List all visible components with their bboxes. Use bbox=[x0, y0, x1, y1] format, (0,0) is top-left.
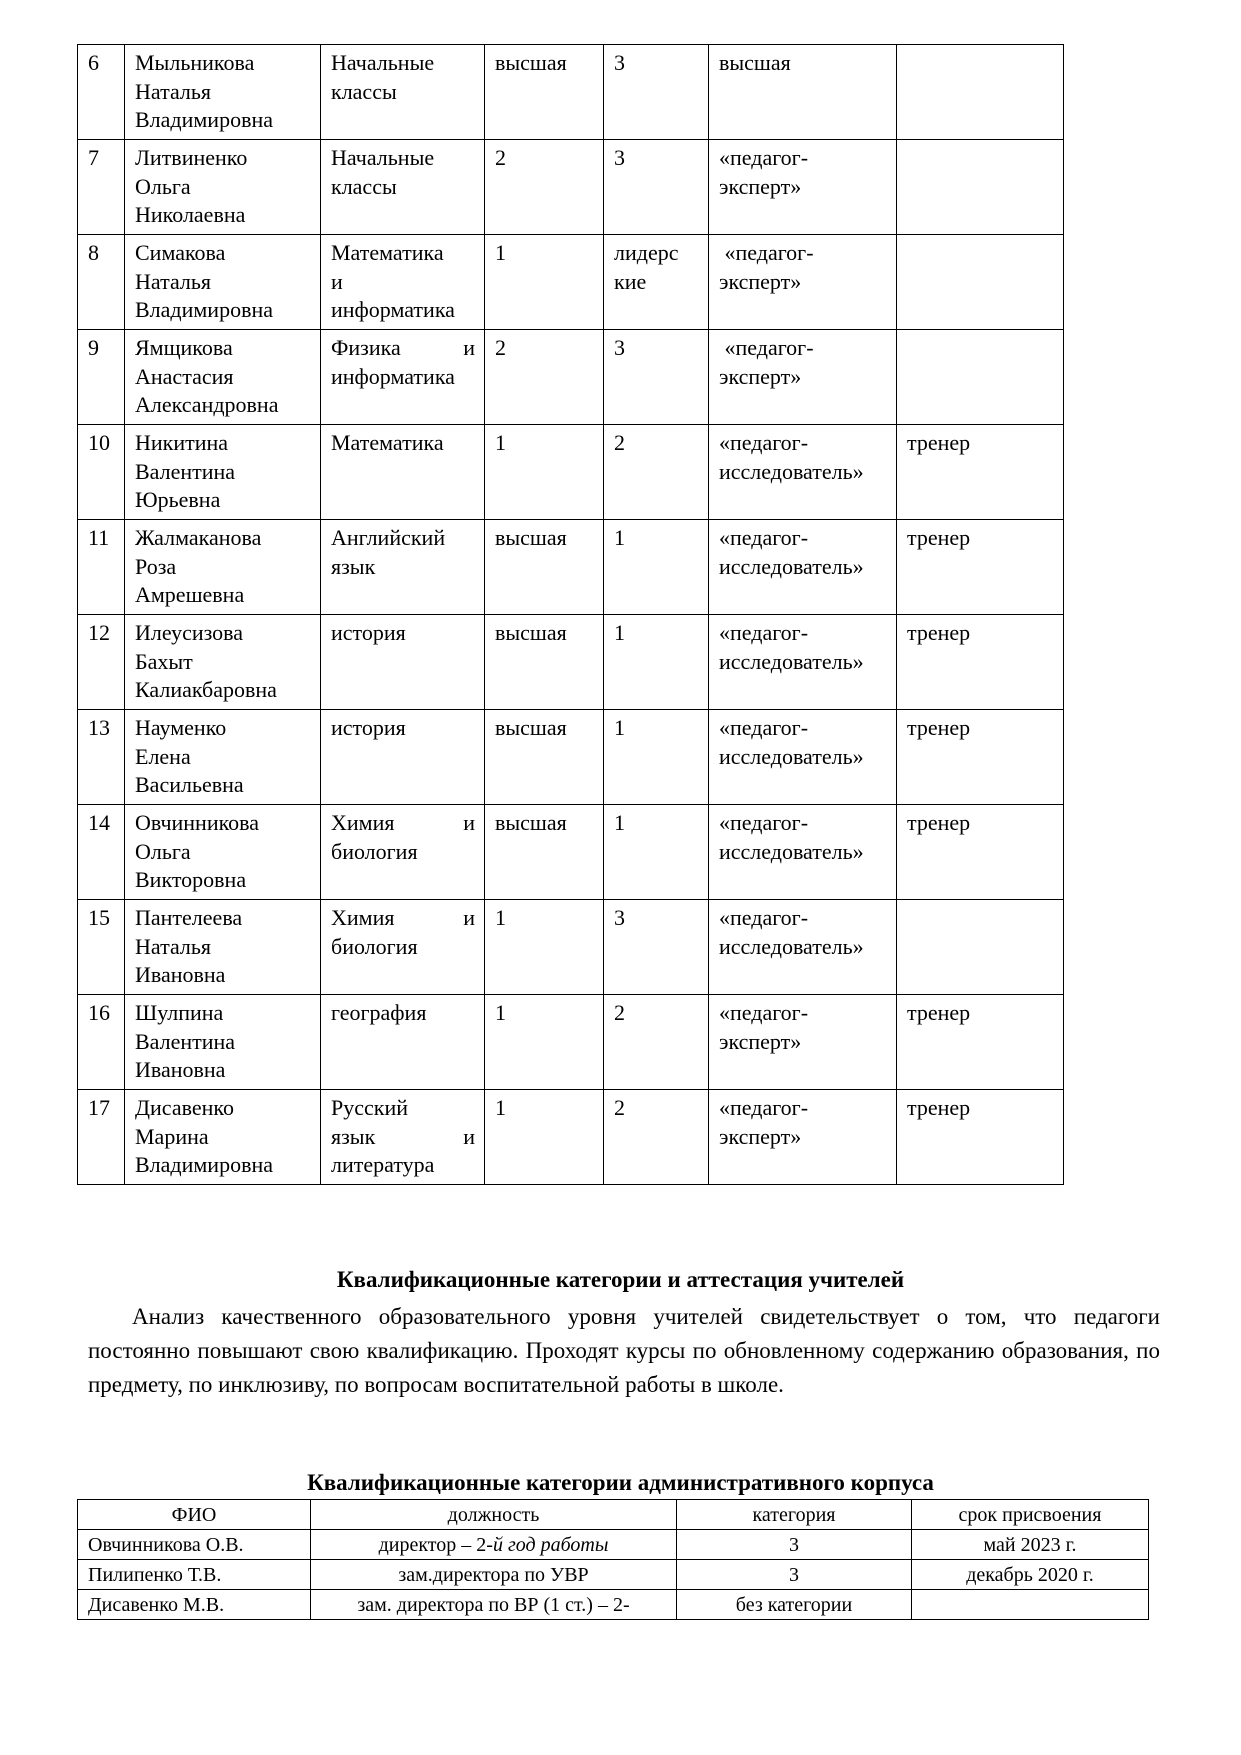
teacher-category: 1 bbox=[485, 1090, 604, 1185]
teacher-level bbox=[604, 235, 709, 330]
admin-position bbox=[311, 1560, 677, 1590]
teacher-status-line: эксперт» bbox=[719, 1028, 802, 1054]
teacher-name-line: Ольга bbox=[135, 838, 191, 864]
teacher-subject bbox=[321, 805, 485, 900]
teacher-status-line: «педагог- bbox=[719, 810, 809, 835]
teacher-status bbox=[709, 615, 897, 710]
teacher-status bbox=[709, 235, 897, 330]
teacher-level-line: 3 bbox=[614, 50, 625, 75]
teacher-status-line: эксперт» bbox=[719, 363, 802, 389]
teacher-category: 2 bbox=[485, 140, 604, 235]
teacher-category: высшая bbox=[485, 615, 604, 710]
teacher-name-line: Анастасия bbox=[135, 363, 234, 389]
teacher-level bbox=[604, 805, 709, 900]
teacher-category: высшая bbox=[485, 805, 604, 900]
teacher-level-line: 2 bbox=[614, 1000, 625, 1025]
teacher-trainer: тренер bbox=[897, 805, 1064, 900]
teacher-name-line: Ольга bbox=[135, 173, 191, 199]
teacher-row bbox=[78, 710, 1064, 805]
teacher-status bbox=[709, 1090, 897, 1185]
teacher-name-line: Амрешевна bbox=[135, 582, 245, 607]
teacher-subject bbox=[321, 615, 485, 710]
admin-position-text: зам. директора по ВР (1 ст.) – 2- bbox=[357, 1593, 630, 1616]
teacher-row bbox=[78, 425, 1064, 520]
teacher-status-line: исследователь» bbox=[719, 933, 864, 959]
teacher-status-line: «педагог- bbox=[719, 525, 809, 550]
teacher-name bbox=[125, 615, 321, 710]
teacher-name bbox=[125, 140, 321, 235]
teacher-subject bbox=[321, 900, 485, 995]
teacher-number: 11 bbox=[78, 520, 125, 615]
teacher-status bbox=[709, 710, 897, 805]
teacher-name-line: Шулпина bbox=[135, 1000, 224, 1025]
teacher-number: 8 bbox=[78, 235, 125, 330]
teacher-name bbox=[125, 1090, 321, 1185]
teacher-category: 1 bbox=[485, 900, 604, 995]
teacher-name bbox=[125, 235, 321, 330]
teacher-name-line: Ивановна bbox=[135, 1057, 226, 1082]
teacher-name-line: Овчинникова bbox=[135, 810, 260, 835]
teacher-row bbox=[78, 995, 1064, 1090]
teacher-name-line: Пантелеева bbox=[135, 905, 243, 930]
teacher-number: 15 bbox=[78, 900, 125, 995]
teacher-name-line: Марина bbox=[135, 1123, 209, 1149]
teacher-name-line: Викторовна bbox=[135, 867, 247, 892]
admin-date: май 2023 г. bbox=[912, 1530, 1149, 1560]
teacher-number: 7 bbox=[78, 140, 125, 235]
admin-table-row bbox=[78, 1590, 1149, 1620]
teacher-category: 2 bbox=[485, 330, 604, 425]
teacher-name-line: Валентина bbox=[135, 458, 236, 484]
teacher-status-line: эксперт» bbox=[719, 1123, 802, 1149]
teacher-level bbox=[604, 520, 709, 615]
teacher-name-line: Владимировна bbox=[135, 107, 274, 132]
teacher-level bbox=[604, 995, 709, 1090]
teacher-level-line: лидерс bbox=[614, 240, 679, 265]
admin-date bbox=[912, 1590, 1149, 1620]
teacher-status bbox=[709, 805, 897, 900]
teacher-trainer: тренер bbox=[897, 615, 1064, 710]
subject-word: Химия bbox=[331, 905, 395, 930]
teachers-table-body bbox=[78, 45, 1064, 1185]
teacher-name bbox=[125, 45, 321, 140]
admin-position-text: директор – 2 bbox=[378, 1533, 487, 1556]
teacher-subject-line bbox=[331, 809, 475, 838]
teacher-name-line: Ямщикова bbox=[135, 335, 233, 360]
teacher-level-line: 3 bbox=[614, 335, 625, 360]
teacher-category: высшая bbox=[485, 710, 604, 805]
teacher-category: 1 bbox=[485, 425, 604, 520]
teacher-number: 6 bbox=[78, 45, 125, 140]
teacher-name bbox=[125, 995, 321, 1090]
teacher-name bbox=[125, 900, 321, 995]
teacher-status bbox=[709, 995, 897, 1090]
teacher-subject bbox=[321, 995, 485, 1090]
teacher-subject-line: Английский bbox=[331, 525, 446, 550]
teacher-status-line: «педагог- bbox=[719, 335, 814, 360]
teacher-number: 16 bbox=[78, 995, 125, 1090]
teacher-trainer bbox=[897, 140, 1064, 235]
teacher-status-line: исследователь» bbox=[719, 743, 864, 769]
teacher-trainer: тренер bbox=[897, 425, 1064, 520]
teacher-number: 12 bbox=[78, 615, 125, 710]
teacher-row bbox=[78, 1090, 1064, 1185]
admin-col-category: категория bbox=[677, 1500, 912, 1530]
teacher-name-line: Александровна bbox=[135, 392, 279, 417]
admin-col-fio: ФИО bbox=[78, 1500, 311, 1530]
teacher-status-line: эксперт» bbox=[719, 268, 802, 294]
admin-category: 3 bbox=[677, 1530, 912, 1560]
teacher-status-line: высшая bbox=[719, 50, 791, 75]
teacher-level-line: 2 bbox=[614, 1095, 625, 1120]
subject-word: и bbox=[463, 905, 475, 930]
teacher-category: высшая bbox=[485, 45, 604, 140]
teacher-row bbox=[78, 805, 1064, 900]
teacher-level bbox=[604, 710, 709, 805]
teacher-name-line: Васильевна bbox=[135, 772, 244, 797]
teacher-status bbox=[709, 425, 897, 520]
teacher-name-line: Наталья bbox=[135, 933, 212, 959]
teacher-subject-line: Математика bbox=[331, 430, 444, 455]
teacher-status-line: «педагог- bbox=[719, 430, 809, 455]
teacher-name bbox=[125, 805, 321, 900]
subject-word: и bbox=[463, 1123, 475, 1149]
teacher-subject bbox=[321, 425, 485, 520]
teacher-name-line: Литвиненко bbox=[135, 145, 248, 170]
teacher-row bbox=[78, 140, 1064, 235]
teacher-subject-line: география bbox=[331, 1000, 427, 1025]
teacher-level bbox=[604, 615, 709, 710]
admin-position bbox=[311, 1530, 677, 1560]
teacher-level-line: 3 bbox=[614, 145, 625, 170]
teacher-subject-line: классы bbox=[331, 173, 397, 199]
teacher-status bbox=[709, 520, 897, 615]
admin-category: без категории bbox=[677, 1590, 912, 1620]
teacher-name-line: Бахыт bbox=[135, 648, 193, 674]
teacher-level bbox=[604, 1090, 709, 1185]
admin-col-position: должность bbox=[311, 1500, 677, 1530]
teacher-status-line: «педагог- bbox=[719, 1000, 809, 1025]
teacher-subject-line bbox=[331, 334, 475, 363]
teacher-trainer bbox=[897, 45, 1064, 140]
teacher-subject-line bbox=[331, 904, 475, 933]
teacher-subject bbox=[321, 1090, 485, 1185]
teacher-subject-line: и bbox=[331, 268, 343, 294]
subject-word: Физика bbox=[331, 335, 401, 360]
teacher-trainer bbox=[897, 900, 1064, 995]
teacher-subject bbox=[321, 140, 485, 235]
teacher-name-line: Дисавенко bbox=[135, 1095, 234, 1120]
teachers-table bbox=[77, 44, 1064, 1185]
teacher-status-line: исследователь» bbox=[719, 838, 864, 864]
admin-position-italic: -й год работы bbox=[486, 1533, 609, 1556]
teacher-number: 9 bbox=[78, 330, 125, 425]
teacher-level bbox=[604, 330, 709, 425]
teacher-category: 1 bbox=[485, 995, 604, 1090]
admin-position bbox=[311, 1590, 677, 1620]
admin-fio: Овчинникова О.В. bbox=[78, 1530, 311, 1560]
teacher-trainer: тренер bbox=[897, 520, 1064, 615]
teacher-name-line: Владимировна bbox=[135, 1152, 274, 1177]
teacher-level-line: 1 bbox=[614, 525, 625, 550]
teacher-name-line: Илеусизова bbox=[135, 620, 244, 645]
admin-fio: Дисавенко М.В. bbox=[78, 1590, 311, 1620]
admin-table-row bbox=[78, 1530, 1149, 1560]
teacher-row bbox=[78, 900, 1064, 995]
teacher-status-line: «педагог- bbox=[719, 1095, 809, 1120]
teacher-subject-line bbox=[331, 1123, 475, 1152]
teacher-trainer bbox=[897, 330, 1064, 425]
teacher-name-line: Науменко bbox=[135, 715, 227, 740]
teacher-subject-line: биология bbox=[331, 838, 418, 864]
teacher-name-line: Юрьевна bbox=[135, 487, 221, 512]
teacher-name-line: Мыльникова bbox=[135, 50, 255, 75]
teacher-name-line: Ивановна bbox=[135, 962, 226, 987]
teacher-row bbox=[78, 235, 1064, 330]
teacher-name-line: Николаевна bbox=[135, 202, 246, 227]
teacher-subject-line: история bbox=[331, 620, 406, 645]
teacher-subject-line: Начальные bbox=[331, 145, 435, 170]
admin-col-date: срок присвоения bbox=[912, 1500, 1149, 1530]
teacher-level bbox=[604, 140, 709, 235]
teacher-row bbox=[78, 330, 1064, 425]
teacher-subject-line: биология bbox=[331, 933, 418, 959]
teacher-level-line: 3 bbox=[614, 905, 625, 930]
teacher-status-line: «педагог- bbox=[719, 240, 814, 265]
teacher-name-line: Владимировна bbox=[135, 297, 274, 322]
teacher-status-line: исследователь» bbox=[719, 648, 864, 674]
teacher-level bbox=[604, 900, 709, 995]
teacher-name-line: Валентина bbox=[135, 1028, 236, 1054]
teacher-trainer: тренер bbox=[897, 995, 1064, 1090]
teacher-subject bbox=[321, 235, 485, 330]
teacher-status-line: эксперт» bbox=[719, 173, 802, 199]
teacher-subject-line: классы bbox=[331, 78, 397, 104]
teacher-level-line: 1 bbox=[614, 715, 625, 740]
teacher-name bbox=[125, 710, 321, 805]
teacher-status bbox=[709, 900, 897, 995]
teacher-number: 17 bbox=[78, 1090, 125, 1185]
teacher-status-line: «педагог- bbox=[719, 620, 809, 645]
teacher-number: 13 bbox=[78, 710, 125, 805]
teacher-subject-line: Начальные bbox=[331, 50, 435, 75]
teacher-name-line: Жалмаканова bbox=[135, 525, 262, 550]
teacher-subject-line: Русский bbox=[331, 1095, 408, 1120]
teacher-name-line: Симакова bbox=[135, 240, 226, 265]
teacher-status bbox=[709, 45, 897, 140]
teacher-category: 1 bbox=[485, 235, 604, 330]
teacher-subject-line: Математика bbox=[331, 240, 444, 265]
teacher-subject-line: информатика bbox=[331, 363, 455, 389]
teacher-status bbox=[709, 330, 897, 425]
teacher-level-line: 1 bbox=[614, 810, 625, 835]
teacher-status bbox=[709, 140, 897, 235]
teacher-status-line: «педагог- bbox=[719, 715, 809, 740]
teacher-name bbox=[125, 425, 321, 520]
subject-word: Химия bbox=[331, 810, 395, 835]
teacher-trainer: тренер bbox=[897, 1090, 1064, 1185]
subject-word: и bbox=[463, 810, 475, 835]
teacher-level bbox=[604, 45, 709, 140]
teacher-row bbox=[78, 615, 1064, 710]
teacher-level-line: 1 bbox=[614, 620, 625, 645]
teacher-subject-line: история bbox=[331, 715, 406, 740]
teacher-status-line: исследователь» bbox=[719, 458, 864, 484]
teacher-name-line: Елена bbox=[135, 743, 191, 769]
admin-category: 3 bbox=[677, 1560, 912, 1590]
teacher-status-line: «педагог- bbox=[719, 905, 809, 930]
subject-word: и bbox=[463, 335, 475, 360]
teacher-subject bbox=[321, 520, 485, 615]
teacher-subject bbox=[321, 330, 485, 425]
teacher-number: 10 bbox=[78, 425, 125, 520]
subject-word: язык bbox=[331, 1123, 376, 1149]
teacher-subject-line: язык bbox=[331, 553, 376, 579]
teacher-name-line: Наталья bbox=[135, 78, 212, 104]
teacher-subject bbox=[321, 45, 485, 140]
teacher-level-line: кие bbox=[614, 268, 647, 294]
teacher-level-line: 2 bbox=[614, 430, 625, 455]
teacher-trainer: тренер bbox=[897, 710, 1064, 805]
teachers-section-heading: Квалификационные категории и аттестация учителей bbox=[336, 1267, 905, 1292]
teacher-subject bbox=[321, 710, 485, 805]
admin-section-heading: Квалификационные категории административного корпуса bbox=[307, 1470, 934, 1495]
teacher-trainer bbox=[897, 235, 1064, 330]
teacher-subject-line: информатика bbox=[331, 297, 455, 322]
admin-table bbox=[77, 1499, 1149, 1620]
teacher-subject-line: литература bbox=[331, 1152, 435, 1177]
admin-table-row bbox=[78, 1560, 1149, 1590]
teacher-name-line: Калиакбаровна bbox=[135, 677, 277, 702]
teacher-name-line: Никитина bbox=[135, 430, 229, 455]
teacher-name bbox=[125, 330, 321, 425]
teacher-row bbox=[78, 520, 1064, 615]
teacher-level bbox=[604, 425, 709, 520]
teacher-name-line: Роза bbox=[135, 553, 177, 579]
teacher-row bbox=[78, 45, 1064, 140]
teacher-status-line: «педагог- bbox=[719, 145, 809, 170]
teachers-section-paragraph: Анализ качественного образовательного уровня учителей свидетельствует о том, что педагоги постоянно повышают свою квалификацию. Проходят курсы по обновленному содержанию образования, по предмету, по инклюзиву, по вопросам воспитательной работы в школе. bbox=[88, 1304, 1160, 1397]
admin-date: декабрь 2020 г. bbox=[912, 1560, 1149, 1590]
admin-fio: Пилипенко Т.В. bbox=[78, 1560, 311, 1590]
teacher-status-line: исследователь» bbox=[719, 553, 864, 579]
teacher-name bbox=[125, 520, 321, 615]
teacher-category: высшая bbox=[485, 520, 604, 615]
teacher-name-line: Наталья bbox=[135, 268, 212, 294]
admin-table-header-row bbox=[78, 1500, 1149, 1530]
teacher-number: 14 bbox=[78, 805, 125, 900]
admin-position-text: зам.директора по УВР bbox=[398, 1563, 589, 1586]
